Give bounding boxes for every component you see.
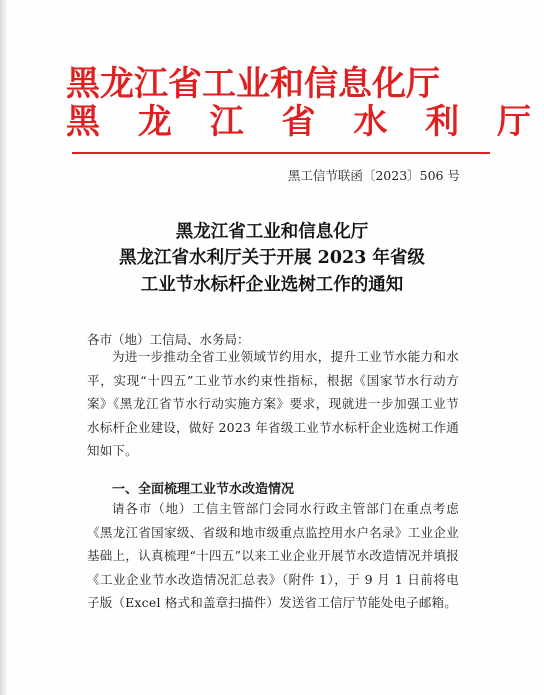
document-number: 黑工信节联函〔2023〕506 号 — [287, 168, 460, 183]
red-header-rule — [72, 152, 490, 154]
intro-paragraph: 为进一步推动全省工业领域节约用水，提升工业节水能力和水平，实现“十四五”工业节水约束性指标，根据《国家节水行动方案》《黑龙江省节水行动实施方案》要求，现就进一步加强工业节水标杆企业建设，做好 2023 年省级工业节水标杆企业选树工作通知如下。 — [87, 349, 459, 458]
document-title-line-3: 工业节水标杆企业选树工作的通知 — [140, 275, 404, 295]
section-1-heading: 一、全面梳理工业节水改造情况 — [112, 482, 295, 497]
issuer-line-water: 黑 龙 江 省 水 利 厅 — [66, 102, 544, 142]
section-1-body: 请各市（地）工信主管部门会同水行政主管部门在重点考虑《黑龙江省国家级、省级和地市级重点监控用水户名录》工业企业基础上，认真梳理“十四五”以来工业企业开展节水改造情况并填报《工业企业节水改造情况汇总表》（附件 1），于 9 月 1 日前将电子版（Excel 格式和盖章扫描件）发送省工信厅节能处电子邮箱。 — [87, 501, 459, 610]
addressee: 各市（地）工信局、水务局： — [87, 332, 250, 347]
document-title-line-1: 黑龙江省工业和信息化厅 — [175, 222, 369, 242]
page-edge-shadow — [0, 0, 8, 695]
issuer-line-industry: 黑龙江省工业和信息化厅 — [66, 64, 440, 104]
document-title-line-2: 黑龙江省水利厅关于开展 2023 年省级 — [119, 248, 425, 268]
